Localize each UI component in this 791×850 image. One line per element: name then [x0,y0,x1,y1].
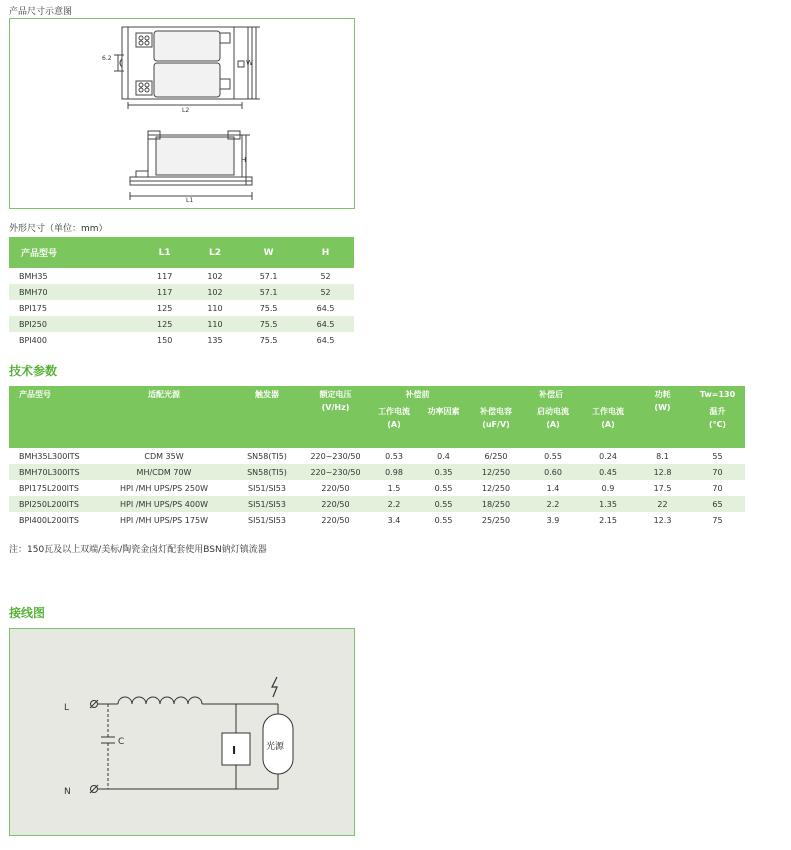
tech-cell: 75 [712,515,723,525]
dim-cell: 75.5 [259,335,278,345]
tech-cell: SI51/SI53 [231,496,303,512]
table-row [9,448,745,464]
table-row [9,332,354,348]
tech-cell: 0.55 [434,483,453,493]
table-row [9,268,354,284]
tech-cell: 0.55 [420,496,467,512]
wiring-title: 接线图 [9,606,46,620]
dim-cell: BMH70 [9,284,140,300]
tech-cell: 220~230/50 [310,451,361,461]
dim-cell: BPI175 [19,303,47,313]
dim-header-l1: L1 [140,237,190,268]
tech-cell: BPI250L200ITS [9,496,97,512]
dim-label-l1: L1 [186,197,194,204]
tech-cell: 0.55 [434,515,453,525]
dim-cell: 64.5 [316,303,335,313]
tech-header-current-unit: (A) [387,420,401,429]
tech-header-tw: Tw=130 [699,390,736,399]
dim-cell: 125 [157,303,173,313]
dim-cell: 64.5 [316,335,335,345]
tech-header-after: 补偿后 [539,390,563,399]
dim-cell: BPI400 [19,335,47,345]
tech-cell: 25/250 [481,515,511,525]
tech-header-voltage-unit: (V/Hz) [321,403,350,412]
wiring-label-lamp: 光源 [266,742,285,752]
dim-header-w: W [240,237,297,268]
tech-table [9,386,745,528]
dim-cell: BMH35 [19,271,48,281]
dim-cell: 110 [207,303,223,313]
tech-title: 技术参数 [9,364,58,378]
tech-cell: SN58(TI5) [247,451,287,461]
dimension-drawing [9,18,355,209]
tech-header-current2-unit: (A) [601,420,615,429]
tech-cell: 12.8 [635,464,690,480]
tech-header-current2-label: 工作电流 [592,407,624,416]
dim-cell: 57.1 [240,284,297,300]
table-row [9,284,354,300]
dim-cell: BPI250 [9,316,140,332]
tech-cell: 0.98 [368,464,420,480]
tech-header-before: 补偿前 [405,390,430,399]
dim-header-h: H [297,237,354,268]
dim-cell: 150 [157,335,173,345]
tech-cell: SN58(TI5) [231,464,303,480]
tech-header-power-unit: (W) [654,403,671,412]
tech-cell: 1.4 [546,483,560,493]
tech-cell: 70 [712,483,723,493]
tech-header-current2 [581,403,635,448]
tech-header-temp [690,403,745,448]
tech-cell: 1.35 [581,496,635,512]
wiring-schematic [10,629,354,835]
tech-cell: 2.2 [368,496,420,512]
dim-cell: 57.1 [259,271,278,281]
tech-cell: SI51/SI53 [248,515,286,525]
table-row [9,464,745,480]
dim-cell: 117 [157,271,173,281]
tech-cell: 6/250 [484,451,508,461]
dim-cell: 75.5 [259,303,278,313]
note-text: 注：150瓦及以上双端/美标/陶瓷金卤灯配套使用BSN钠灯镇流器 [9,545,267,555]
dimension-caption: 产品尺寸示意图 [9,7,73,17]
dim-cell: 52 [320,271,331,281]
table-row [9,300,354,316]
tech-cell: HPI /MH UPS/PS 400W [97,496,231,512]
tech-cell: 22 [635,496,690,512]
tech-cell: 55 [712,451,723,461]
tech-header-current-label: 工作电流 [378,407,410,416]
dim-label-62: 6.2 [102,55,112,62]
tech-cell: 65 [690,496,745,512]
dim-cell: 102 [190,284,240,300]
tech-cell: 70 [690,464,745,480]
tech-cell: 0.55 [544,451,562,461]
tech-header-pf: 功率因素 [427,407,460,416]
tech-cell: 220~230/50 [303,464,368,480]
tech-cell: 12/250 [481,483,511,493]
tech-header-start-unit: (A) [546,420,560,429]
tech-cell: BMH70L300ITS [9,464,97,480]
dim-cell: 102 [207,271,223,281]
tech-header-igniter: 触发器 [255,390,279,399]
tech-cell: BPI175L200ITS [19,483,79,493]
dim-cell: 110 [190,316,240,332]
tech-cell: 220/50 [321,515,350,525]
table-row [9,480,745,496]
tech-header-temp-label: 温升 [709,407,726,416]
tech-cell: 1.5 [387,483,401,493]
dim-cell: 117 [140,284,190,300]
tech-header-cap [467,403,525,448]
wiring-label-l: L [64,703,70,713]
wiring-diagram [9,628,355,836]
tech-cell: BMH35L300ITS [19,451,80,461]
tech-header-start-label: 启动电流 [537,407,569,416]
tech-header-row-1 [9,386,745,403]
dim-cell: 64.5 [297,316,354,332]
dim-header-l2: L2 [190,237,240,268]
tech-header-power [635,386,690,448]
tech-cell: 8.1 [656,451,669,461]
dim-label-w: W [246,59,253,67]
tech-cell: 0.4 [437,451,450,461]
tech-cell: 0.35 [420,464,467,480]
dim-cell: 125 [140,316,190,332]
tech-header-model: 产品型号 [19,390,51,399]
wiring-label-c: C [118,737,125,747]
tech-cell: CDM 35W [144,451,184,461]
dimensions-table [9,237,354,348]
dim-cell: 52 [297,284,354,300]
wiring-label-n: N [64,787,71,797]
table-row [9,316,354,332]
tech-cell: BPI400L200ITS [19,515,79,525]
tech-cell: 2.2 [525,496,581,512]
tech-cell: 0.45 [581,464,635,480]
tech-cell: 12/250 [467,464,525,480]
tech-header-temp-unit: (°C) [708,420,727,429]
tech-header-source: 适配光源 [148,390,180,399]
tech-header-start [525,403,581,448]
dim-cell: 75.5 [240,316,297,332]
tech-cell: 2.15 [599,515,617,525]
tech-cell: MH/CDM 70W [97,464,231,480]
tech-cell: 18/250 [467,496,525,512]
tech-header-cap-unit: (uF/V) [482,420,510,429]
tech-cell: 220/50 [303,496,368,512]
tech-header-voltage [303,386,368,448]
dim-header-model: 产品型号 [9,237,140,268]
tech-cell: 17.5 [653,483,672,493]
tech-cell: 220/50 [321,483,350,493]
tech-header-voltage-label: 额定电压 [319,390,352,399]
wiring-label-igniter: I [232,744,237,757]
tech-header-power-label: 功耗 [654,390,671,399]
tech-cell: 3.4 [387,515,401,525]
tech-cell: 0.9 [601,483,615,493]
table-row [9,512,745,528]
outline-caption: 外形尺寸（单位：mm） [9,224,108,234]
tech-cell: 0.60 [525,464,581,480]
tech-cell: SI51/SI53 [248,483,286,493]
tech-cell: HPI /MH UPS/PS 175W [120,515,208,525]
ballast-drawing [10,19,354,208]
table-row [9,496,745,512]
tech-header-cap-label: 补偿电容 [480,407,512,416]
dimensions-header-row [9,237,354,268]
tech-header-current [368,403,420,448]
dim-label-l2: L2 [182,107,190,114]
dim-label-h: H [241,156,247,164]
dim-cell: 135 [207,335,223,345]
tech-cell: HPI /MH UPS/PS 250W [120,483,208,493]
tech-cell: 3.9 [546,515,560,525]
tech-cell: 12.3 [653,515,672,525]
tech-cell: 0.53 [385,451,403,461]
tech-cell: 0.24 [599,451,617,461]
